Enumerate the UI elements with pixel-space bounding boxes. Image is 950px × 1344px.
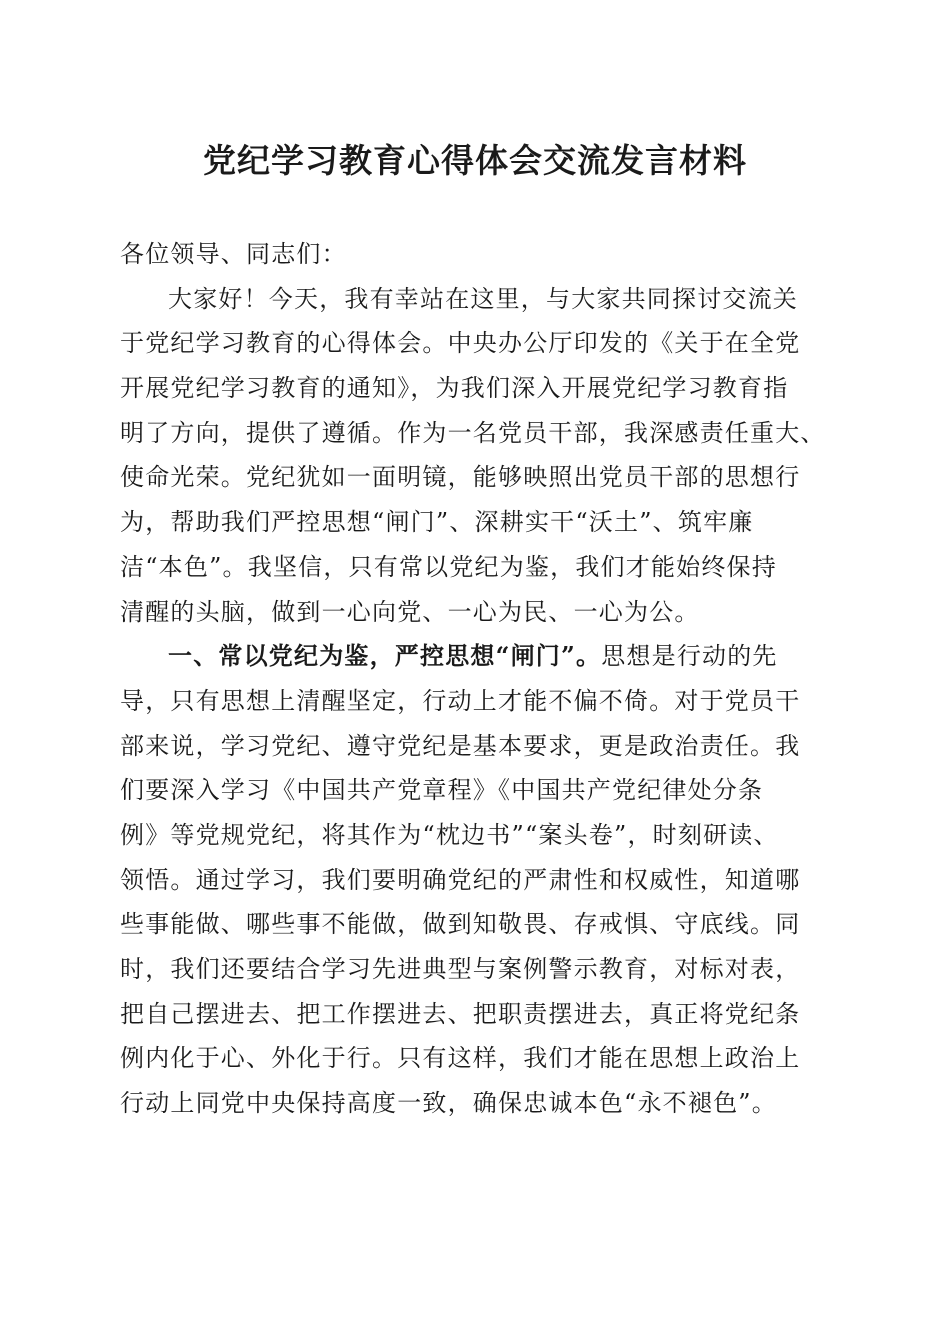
paragraph-line: 洁“本色”。我坚信，只有常以党纪为鉴，我们才能始终保持	[120, 552, 777, 581]
paragraph-line	[120, 634, 840, 679]
document-title: 党纪学习教育心得体会交流发言材料	[203, 141, 747, 180]
paragraph-line: 些事能做、哪些事不能做，做到知敬畏、存戒惧、守底线。同	[120, 910, 801, 939]
paragraph-line: 开展党纪学习教育的通知》，为我们深入开展党纪学习教育指	[120, 374, 789, 403]
paragraph-opening	[120, 277, 840, 635]
paragraph-line: 清醒的头脑，做到一心向党、一心为民、一心为公。	[120, 597, 700, 626]
paragraph-line: 时，我们还要结合学习先进典型与案例警示教育，对标对表，	[120, 955, 801, 983]
document-body	[120, 232, 840, 1126]
paragraph-line: 使命光荣。党纪犹如一面明镜，能够映照出党员干部的思想行	[120, 463, 801, 492]
paragraph-line: 明了方向，提供了遵循。作为一名党员干部，我深感责任重大、	[120, 418, 826, 447]
paragraph-line: 于党纪学习教育的心得体会。中央办公厅印发的《关于在全党	[120, 329, 801, 358]
paragraph-line: 部来说，学习党纪、遵守党纪是基本要求，更是政治责任。我	[120, 731, 801, 760]
section-heading: 一、常以党纪为鉴，严控思想“闸门”。	[168, 641, 602, 671]
paragraph-line: 为，帮助我们严控思想“闸门”、深耕实干“沃土”、筑牢廉	[120, 508, 754, 537]
salutation: 各位领导、同志们：	[120, 240, 347, 268]
paragraph-line: 例内化于心、外化于行。只有这样，我们才能在思想上政治上	[120, 1044, 801, 1073]
paragraph-line: 大家好！今天，我有幸站在这里，与大家共同探讨交流关	[168, 284, 798, 313]
paragraph-line: 导，只有思想上清醒坚定，行动上才能不偏不倚。对于党员干	[120, 686, 801, 715]
paragraph-line: 例》等党规党纪，将其作为“枕边书”“案头卷”，时刻研读、	[120, 820, 779, 849]
paragraph-line: 把自己摆进去、把工作摆进去、把职责摆进去，真正将党纪条	[120, 999, 801, 1028]
paragraph-line: 领悟。通过学习，我们要明确党纪的严肃性和权威性，知道哪	[120, 865, 801, 894]
paragraph-section-1	[120, 634, 840, 1126]
paragraph-line: 们要深入学习《中国共产党章程》《中国共产党纪律处分条	[120, 776, 764, 805]
paragraph-line: 行动上同党中央保持高度一致，确保忠诚本色“永不褪色”。	[120, 1089, 777, 1118]
section-heading-rest: 思想是行动的先	[601, 642, 778, 671]
